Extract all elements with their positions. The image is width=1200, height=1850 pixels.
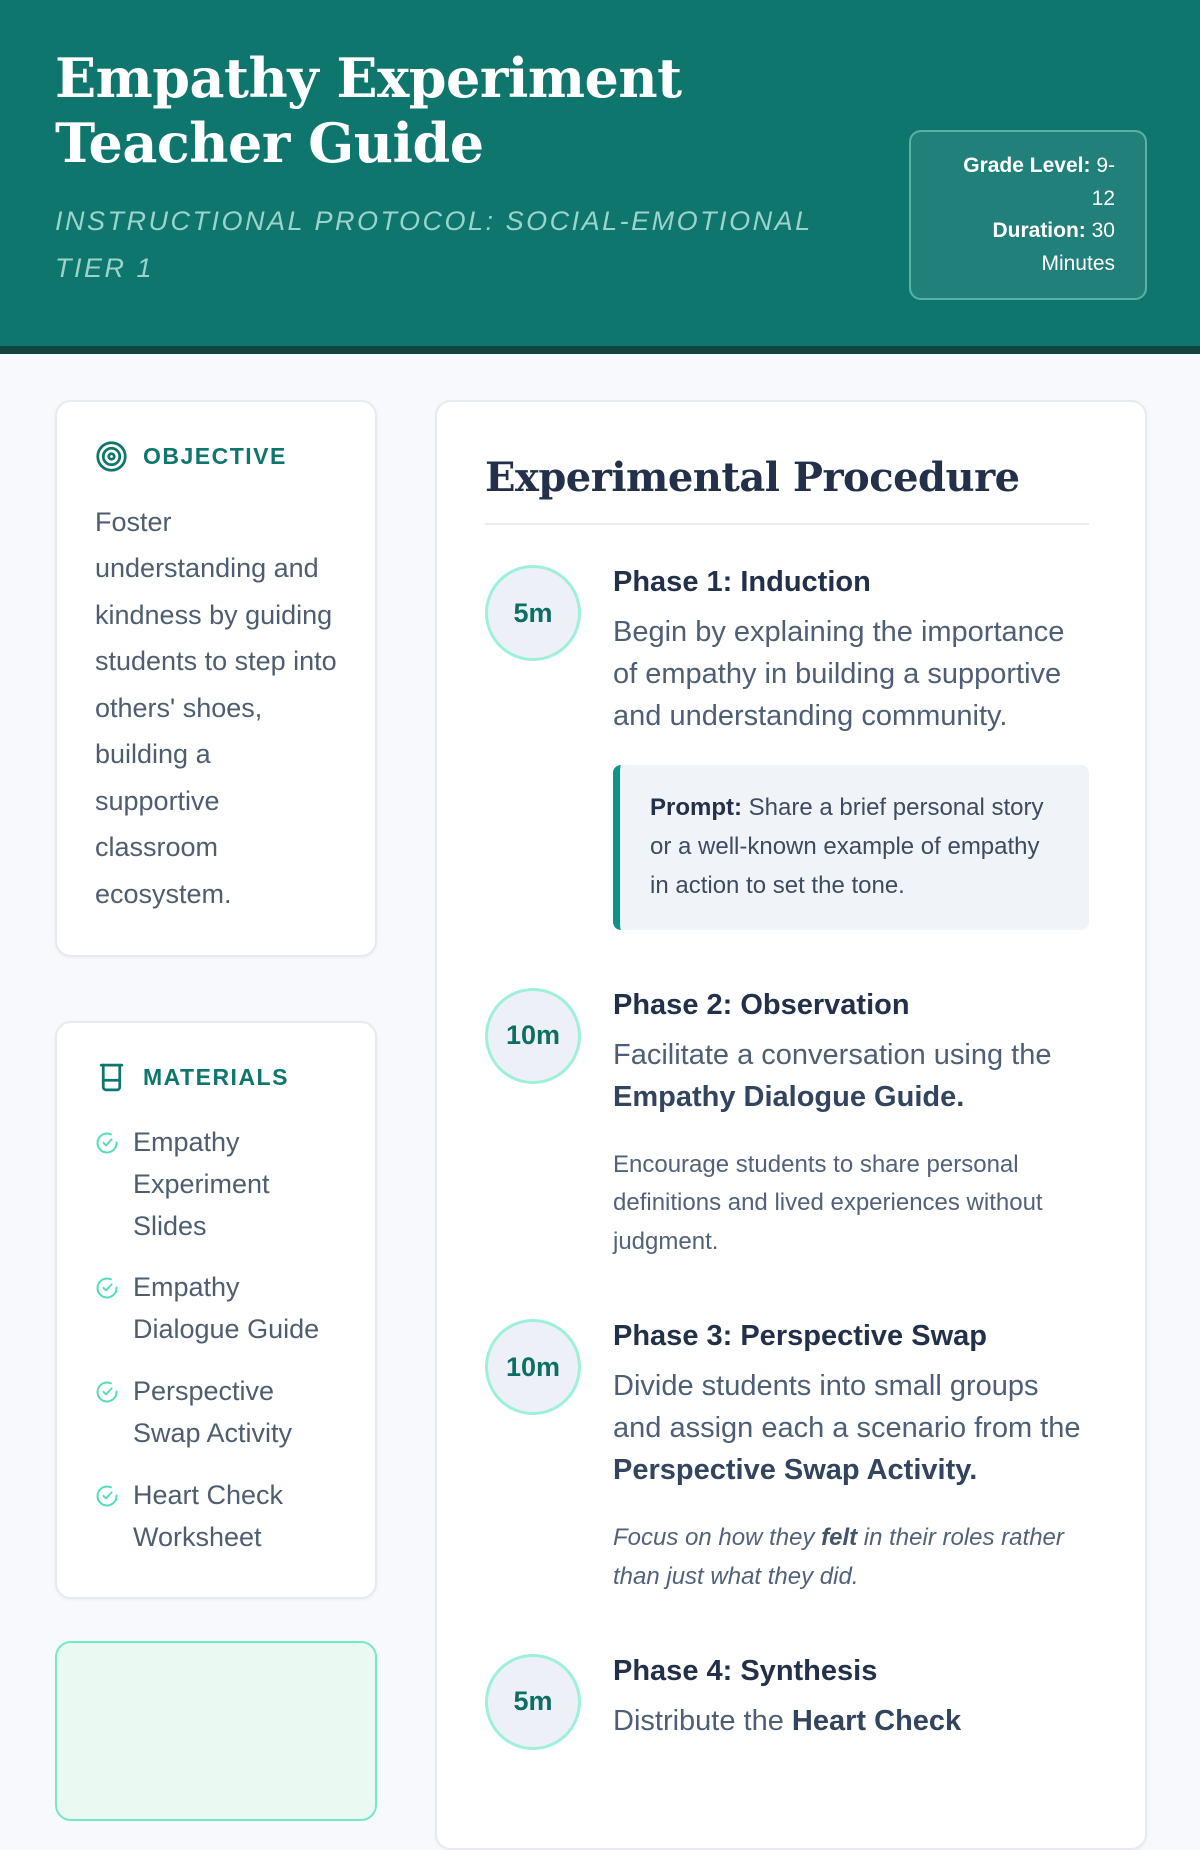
phase-description [613,1034,1089,1118]
procedure-card [435,400,1147,1850]
objective-card [55,400,377,957]
phase-note [613,1519,1089,1596]
phase-item-4 [485,1654,1089,1750]
phase-title: Phase 1: Induction [613,566,871,598]
text-segment: felt [821,1524,858,1552]
text-segment: Distribute the [613,1704,792,1737]
material-item [95,1371,337,1455]
phase-title: Phase 3: Perspective Swap [613,1320,987,1353]
material-item [95,1475,337,1559]
text-segment: in their roles rather than just what they did. [613,1524,1064,1590]
text-segment: Facilitate a conversation using the [613,1038,1052,1071]
text-segment: Perspective Swap Activity. [613,1454,978,1487]
grade-level-label: Grade Level: [963,154,1091,177]
meta-card [909,130,1147,300]
phase-title: Phase 4: Synthesis [613,1654,878,1687]
phase-duration-badge: 5m [485,565,581,661]
materials-card [55,1021,377,1599]
grade-level-value: 9-12 [1090,154,1115,210]
material-item [95,1122,337,1248]
text-segment: Heart Check [791,1704,962,1737]
page-subtitle: INSTRUCTIONAL PROTOCOL: SOCIAL-EMOTIONAL TIER 1 [55,205,813,283]
phase-item-1 [485,565,1089,930]
objective-text: Foster understanding and kindness by guiding students to step into others' shoes, building a supportive classroom ecosystem. [95,507,337,909]
header [0,0,1200,354]
sidebar [55,400,377,1821]
phase-item-3 [485,1319,1089,1596]
grade-level-row [941,150,1115,215]
objective-heading-row [95,440,337,473]
check-circle-icon [95,1484,119,1508]
phase-secondary-text [613,1146,1089,1261]
duration-value: 30 Minutes [1041,219,1115,275]
text-segment: Begin by explaining the importance of empathy in building a supportive and understanding community. [613,616,1065,733]
text-segment: Encourage students to share personal definitions and lived experiences without judgment. [613,1150,1043,1255]
material-item-label: Empathy Dialogue Guide [133,1272,320,1345]
objective-heading: OBJECTIVE [143,443,287,469]
text-segment: Divide students into small groups and assign each a scenario from the [613,1370,1081,1445]
divider [485,523,1089,525]
material-item-label: Empathy Experiment Slides [133,1126,270,1241]
check-circle-icon [95,1276,119,1300]
prompt-callout [613,765,1089,930]
phase-content [613,565,1089,930]
material-item [95,1267,337,1351]
phase-duration-badge: 5m [485,1654,581,1750]
phase-description [613,611,1089,737]
phase-description [613,1700,1089,1742]
phase-duration-badge: 10m [485,1319,581,1415]
duration-row [941,215,1115,280]
phase-duration-badge: 10m [485,988,581,1084]
materials-heading: MATERIALS [143,1063,289,1090]
phase-content [613,1319,1089,1596]
content-layout [55,400,1147,1850]
text-segment: Focus on how they [613,1524,822,1552]
section-heading: Experimental Procedure [485,454,1020,501]
text-segment: Prompt: [650,794,742,822]
text-segment: Empathy Dialogue Guide. [613,1080,965,1113]
materials-list [95,1122,337,1559]
check-circle-icon [95,1380,119,1404]
materials-heading-row [95,1061,337,1094]
sidebar-highlight-card [55,1641,377,1821]
phase-content [613,1654,1089,1750]
text-segment: Share a brief personal story or a well-known example of empathy in action to set the tone. [650,794,1044,899]
check-circle-icon [95,1131,119,1155]
page-title: Empathy Experiment Teacher Guide [55,46,682,175]
phase-title: Phase 2: Observation [613,988,910,1021]
phase-description [613,1365,1089,1491]
target-icon [95,440,128,473]
material-item-label: Heart Check Worksheet [133,1479,284,1552]
duration-label: Duration: [992,219,1086,243]
phase-content [613,988,1089,1261]
phase-item-2 [485,988,1089,1261]
beaker-icon [95,1061,128,1094]
material-item-label: Perspective Swap Activity [133,1376,293,1448]
